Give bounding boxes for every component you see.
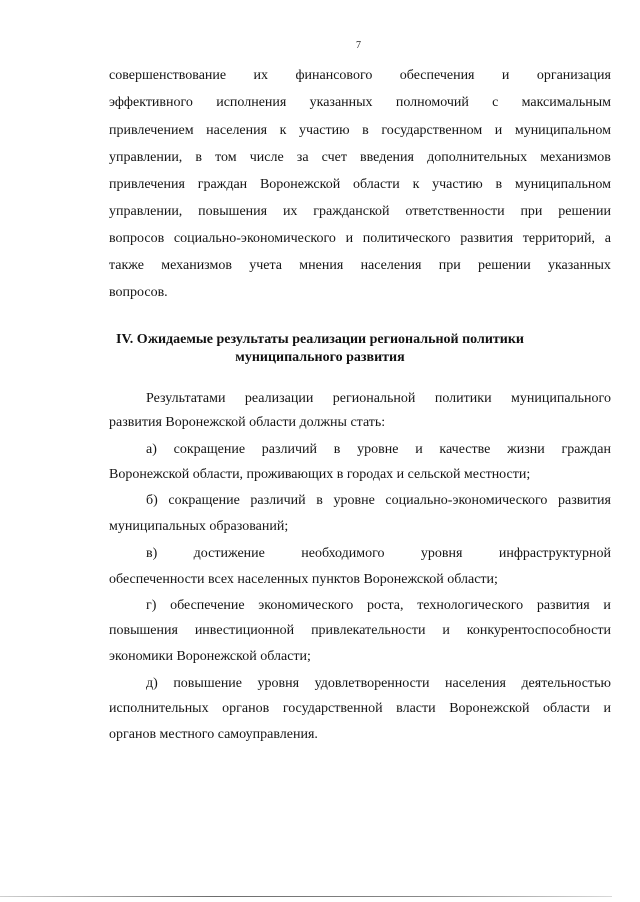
word: конкурентоспособности xyxy=(466,623,611,638)
word: муниципальном xyxy=(514,177,611,192)
word: к xyxy=(412,177,420,192)
word: сокращение xyxy=(173,442,246,457)
word: счет xyxy=(321,150,347,165)
text-line xyxy=(109,94,611,112)
word: том xyxy=(215,150,237,165)
text-line: вопросов. xyxy=(109,285,168,300)
word: обеспечения xyxy=(399,68,475,83)
text-line xyxy=(109,230,611,248)
word: обеспечение xyxy=(170,598,245,613)
word: мнения xyxy=(299,258,344,273)
word: в xyxy=(495,177,503,192)
section-heading-line2: муниципального развития xyxy=(235,350,405,365)
text-line xyxy=(109,122,611,140)
text-line xyxy=(109,176,611,194)
word: решении xyxy=(478,258,531,273)
word: государственной xyxy=(282,701,383,716)
word: достижение xyxy=(193,546,265,561)
text-line xyxy=(109,700,611,718)
word: их xyxy=(282,204,298,219)
word: дополнительных xyxy=(427,150,528,165)
word: а) xyxy=(146,442,157,457)
word: при xyxy=(520,204,543,219)
word: финансового xyxy=(295,68,373,83)
word: граждан xyxy=(561,442,611,457)
list-item-d xyxy=(146,597,611,615)
word: инфраструктурной xyxy=(498,546,611,561)
word: в xyxy=(362,123,369,138)
text-line: Воронежской области, проживающих в городах и сельской местности; xyxy=(109,467,531,482)
word: полномочий xyxy=(395,95,469,110)
word: в) xyxy=(146,546,158,561)
word: политического xyxy=(362,231,451,246)
word: б) xyxy=(146,493,158,508)
word: повышение xyxy=(173,676,243,691)
word: максимальным xyxy=(521,95,611,110)
word: и xyxy=(494,123,503,138)
word: сокращение xyxy=(168,493,240,508)
scan-edge-line xyxy=(0,896,612,897)
section-heading: IV. Ожидаемые результаты реализации региональной политики xyxy=(116,332,524,347)
word: решении xyxy=(558,204,611,219)
word: муниципального xyxy=(511,391,611,406)
word: деятельностью xyxy=(521,676,611,691)
word: управлении, xyxy=(109,204,183,219)
word: привлекательности xyxy=(311,623,426,638)
word: и xyxy=(345,231,354,246)
page-number: 7 xyxy=(356,40,361,51)
text-line xyxy=(109,257,611,275)
word: привлечением xyxy=(109,123,194,138)
word: социально-экономического xyxy=(385,493,548,508)
word: при xyxy=(438,258,461,273)
list-item-c xyxy=(146,545,611,563)
word: области xyxy=(543,701,590,716)
word: необходимого xyxy=(301,546,385,561)
word: и xyxy=(415,442,423,457)
word: различий xyxy=(261,442,318,457)
word: и xyxy=(501,68,510,83)
word: учета xyxy=(249,258,283,273)
word: также xyxy=(109,258,145,273)
text-line xyxy=(109,622,611,640)
word: а xyxy=(604,231,611,246)
word: муниципальном xyxy=(514,123,611,138)
word: участию xyxy=(299,123,350,138)
word: и xyxy=(603,701,611,716)
word: населения xyxy=(360,258,422,273)
list-item-a xyxy=(146,441,611,459)
word: региональной xyxy=(332,391,416,406)
word: области xyxy=(352,177,400,192)
word: механизмов xyxy=(161,258,232,273)
word: развития xyxy=(558,493,611,508)
text-line xyxy=(109,67,611,85)
word: д) xyxy=(146,676,158,691)
word: развития xyxy=(536,598,590,613)
text-line: муниципальных образований; xyxy=(109,519,289,534)
word: ответственности xyxy=(405,204,505,219)
word: исполнительных xyxy=(109,701,209,716)
word: населения xyxy=(206,123,268,138)
word: указанных xyxy=(309,95,373,110)
word: исполнения xyxy=(216,95,287,110)
text-line: обеспеченности всех населенных пунктов Воронежской области; xyxy=(109,572,498,587)
word: участию xyxy=(432,177,483,192)
list-item-e xyxy=(146,675,611,693)
text-line: экономики Воронежской области; xyxy=(109,649,311,664)
word: к xyxy=(279,123,287,138)
word: технологического xyxy=(417,598,524,613)
word: Воронежской xyxy=(259,177,341,192)
word: эффективного xyxy=(109,95,193,110)
list-item-b xyxy=(146,492,611,510)
word: органов xyxy=(222,701,270,716)
word: г) xyxy=(146,598,157,613)
word: экономического xyxy=(258,598,354,613)
text-line xyxy=(109,203,611,221)
word: и xyxy=(603,598,611,613)
word: с xyxy=(492,95,499,110)
word: развития xyxy=(460,231,514,246)
word: инвестиционной xyxy=(194,623,295,638)
text-line: органов местного самоуправления. xyxy=(109,727,318,742)
text-line: развития Воронежской области должны стать: xyxy=(109,415,386,430)
word: организация xyxy=(536,68,611,83)
word: роста, xyxy=(366,598,404,613)
word: повышения xyxy=(109,623,178,638)
word: населения xyxy=(444,676,506,691)
word: удовлетворенности xyxy=(314,676,430,691)
word: уровне xyxy=(357,442,399,457)
word: указанных xyxy=(547,258,611,273)
word: власти xyxy=(396,701,436,716)
word: Воронежской xyxy=(449,701,530,716)
word: Результатами xyxy=(146,391,226,406)
word: политики xyxy=(434,391,492,406)
text-line xyxy=(109,149,611,167)
word: вопросов xyxy=(109,231,165,246)
word: социально-экономического xyxy=(173,231,336,246)
word: уровня xyxy=(420,546,463,561)
word: в xyxy=(195,150,203,165)
word: механизмов xyxy=(540,150,611,165)
word: управлении, xyxy=(109,150,183,165)
word: различий xyxy=(250,493,306,508)
word: уровня xyxy=(257,676,300,691)
word: граждан xyxy=(197,177,248,192)
word: и xyxy=(442,623,450,638)
word: их xyxy=(253,68,269,83)
word: территорий, xyxy=(522,231,596,246)
word: реализации xyxy=(244,391,314,406)
word: в xyxy=(316,493,323,508)
word: повышения xyxy=(198,204,268,219)
word: введения xyxy=(360,150,414,165)
word: совершенствование xyxy=(109,68,227,83)
word: государственном xyxy=(381,123,483,138)
word: уровне xyxy=(333,493,375,508)
word: за xyxy=(296,150,309,165)
word: числе xyxy=(249,150,284,165)
results-intro xyxy=(146,390,611,408)
word: жизни xyxy=(507,442,545,457)
word: качестве xyxy=(439,442,491,457)
word: гражданской xyxy=(313,204,390,219)
word: привлечения xyxy=(109,177,185,192)
word: в xyxy=(333,442,341,457)
